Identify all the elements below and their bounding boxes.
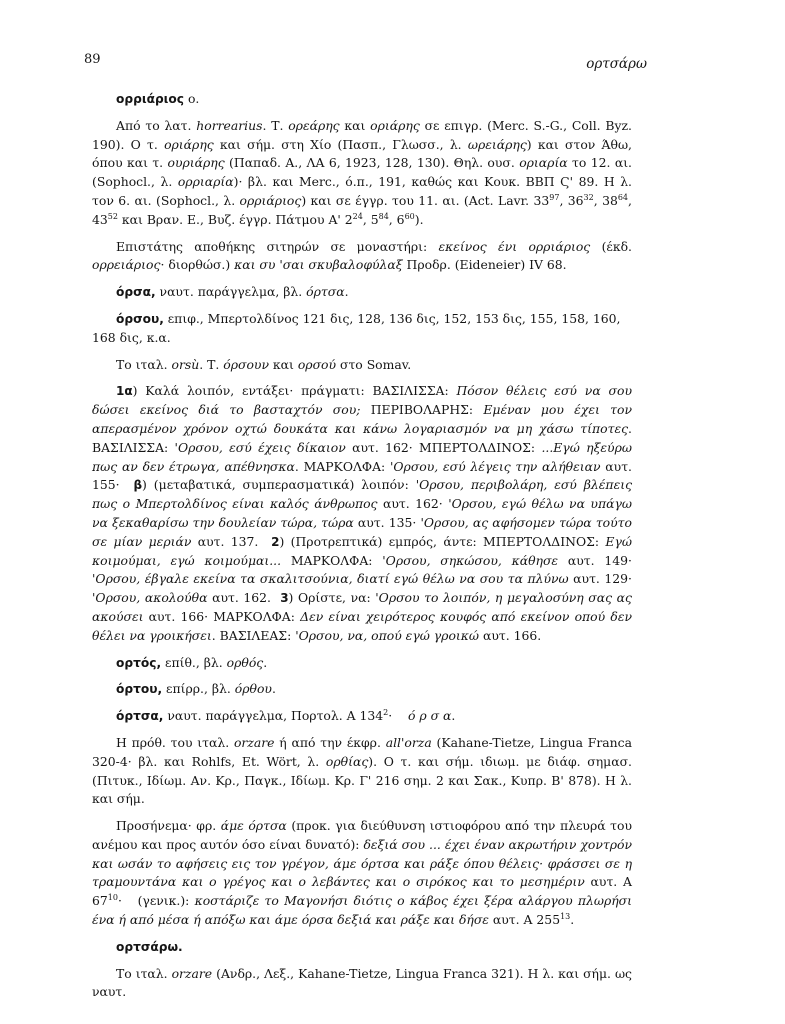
running-head: ορτσάρω	[586, 56, 647, 72]
page-number: 89	[84, 52, 101, 67]
entry-paragraph: 1α) Καλά λοιπόν, εντάξει· πράγματι: ΒΑΣΙΛΙΣΣΑ: Πόσον θέλεις εσύ να σου δώσει εκείνος διά το βασταχτόν σου; ΠΕΡΙΒΟΛΑΡΗΣ: Εμέναν μου έχει τον απερασμένον χρόνον οχτώ δουκάτα και κάνω λογαριασμόν να μη χάσω τίποτες. ΒΑΣΙΛΙΣΣΑ: 'Ορσου, εσύ έχεις δίκαιον αυτ. 162· ΜΠΕΡΤΟΛΔΙΝΟΣ: ...Εγώ ηξεύρω πως αν δεν έτρωγα, απέθνησκα. ΜΑΡΚΟΛΦΑ: 'Ορσου, εσύ λέγεις την αλήθειαν αυτ. 155· β) (μεταβατικά, συμπερασματικά) λοιπόν: 'Ορσου, περιβολάρη, εσύ βλέπεις πως ο Μπερτολδίνος είναι καλός άνθρωπος αυτ. 162· 'Ορσου, εγώ θέλω να υπάγω να ξεκαθαρίσω την δουλείαν τώρα, τώρα αυτ. 135· 'Ορσου, ας αφήσομεν τώρα τούτο σε μίαν μεριάν αυτ. 137. 2) (Προτρεπτικά) εμπρός, άντε: ΜΠΕΡΤΟΛΔΙΝΟΣ: Εγώ κοιμούμαι, εγώ κοιμούμαι... ΜΑΡΚΟΛΦΑ: 'Ορσου, σηκώσου, κάθησε αυτ. 149· 'Ορσου, έβγαλε εκείνα τα σκαλιτσούνια, διατί εγώ θέλω να σου τα πλύνω αυτ. 129· 'Ορσου, ακολούθα αυτ. 162. 3) Ορίστε, να: 'Ορσου το λοιπόν, η μεγαλοσύνη σας ας ακούσει αυτ. 166· ΜΑΡΚΟΛΦΑ: Δεν είναι χειρότερος κουφός από εκείνον οπού δεν θέλει να γροικήσει. ΒΑΣΙΛΕΑΣ: 'Ορσου, να, οπού εγώ γροικώ αυτ. 166.	[92, 383, 633, 643]
entry-definition: επίρρ., βλ. όρθου.	[162, 681, 276, 697]
entry-paragraph: Η πρόθ. του ιταλ. orzare ή από την έκφρ. all'orza (Kahane-Tietze, Lingua Franca 320-4· βλ. και Rohlfs, Et. Wört, λ. ορθίας). Ο τ. και σήμ. ιδιωμ. με διάφ. σημασ. (Πιτυκ., Ιδίωμ. Αν. Κρ., Παγκ., Ιδίωμ. Κρ. Γ' 216 σημ. 2 και Σακ., Κυπρ. Β' 878). Η λ. και σήμ.	[92, 734, 632, 807]
entry-definition: ναυτ. παράγγελμα, Πορτολ. Α $134^2\cdot$ ό ρ σ α.	[163, 707, 456, 724]
entry-paragraph: Το ιταλ. orsù. Τ. όρσουν και ορσού στο Somav.	[116, 356, 412, 372]
entry-paragraph: Προσήνεμα· φρ. άμε όρτσα (προκ. για διεύθυνση ιστιοφόρου από την πλευρά του ανέμου και προς αυτόν όσο είναι δυνατό): δεξιά σου ... έχει έναν ακρωτήριν χοντρόν και ωσάν το αφήσεις εις τον γρέγον, άμε όρτσα και ράξε όπου θέλεις· φράσσει σε η τραμουντάνα και ο γρέγος και ο λεβάντες και ο σιρόκος και το μεσημέριν αυτ. Α $67^{10}\cdot (\gamma\varepsilon\nu\iota\kappa.)$: κοστάριζε το Μαγονήσι διότις ο κάβος έχει ξέρα αλάργου πλωρήσι ένα ή από μέσα ή απόξω και άμε όρσα δεξιά και ράξε και δήσε αυτ. Α $255^{13}$.	[92, 818, 633, 928]
entry-paragraph: Το ιταλ. orzare (Ανδρ., Λεξ., Kahane-Tietze, Lingua Franca 321). Η λ. και σήμ. ως ναυτ.	[92, 965, 632, 1000]
entry-paragraph: Επιστάτης αποθήκης σιτηρών σε μοναστήρι: εκείνος ένι ορριάριος (έκδ. ορρειάριος· διορθώσ.) και συ 'σαι σκυβαλοφύλαξ Προδρ. (Eideneier) IV 68.	[92, 238, 632, 273]
entry-headline	[92, 707, 632, 726]
entry-headline	[92, 654, 632, 673]
entry-headword: όρσου,	[116, 311, 164, 326]
entry-headline	[92, 90, 632, 109]
entry-headline	[92, 283, 632, 302]
entry-headword: ορτσάρω.	[116, 939, 183, 954]
entry-headword: όρτου,	[116, 682, 163, 697]
entry-headword: όρτσα,	[116, 709, 164, 724]
entry-headline	[92, 938, 632, 957]
entry-headword: ορτός,	[116, 655, 162, 670]
entries-column	[92, 90, 632, 1010]
entry-headword: ορριάριος	[116, 92, 185, 106]
entry-headline	[92, 680, 632, 699]
entry-definition: επίθ., βλ. ορθός.	[161, 654, 268, 670]
entry-headline	[92, 310, 632, 348]
entry-paragraph: Από το λατ. horrearius. Τ. ορεάρης και οριάρης σε επιγρ. (Merc. S.-G., Coll. Byz. 190). Ο τ. οριάρης και σήμ. στη Χίο (Πασπ., Γλωσσ., λ. ωρειάρης) και στον Άθω, όπου και τ. ουριάρης (Παπαδ. Α., ΛΑ 6, 1923, 128, 130). Θηλ. ουσ. οριαρία το 12. αι. (Sophocl., λ. ορριαρία)· βλ. και Merc., ό.π., 191, καθώς και Κουκ. ΒΒΠ Ϛ' 89. Η λ. τον 6. αι. (Sophocl., λ. ορριάριος) και σε έγγρ. του 11. αι. (Act. Lavr. $33^{97}$, $36^{32}$, $38^{64}$, $43^{52}$ και Βραν. Ε., Βυζ. έγγρ. Πάτμου Α' $2^{24}$, $5^{84}$, $6^{60}$).	[92, 117, 633, 227]
entry-definition: ο.	[184, 91, 200, 106]
entry-headword: όρσα,	[116, 285, 156, 300]
entry-definition: επιφ., Μπερτολδίνος 121 δις, 128, 136 δις, 152, 153 δις, 155, 158, 160, 168 δις, κ.α.	[92, 310, 621, 345]
entry-definition: ναυτ. παράγγελμα, βλ. όρτσα.	[155, 284, 349, 300]
